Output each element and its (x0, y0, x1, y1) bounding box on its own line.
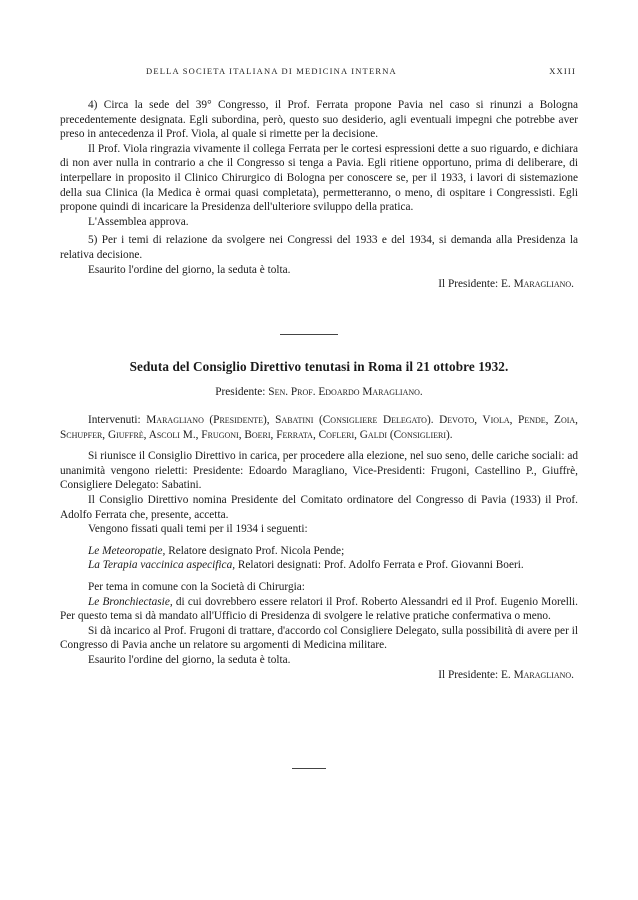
riunisce-paragraph: Si riunisce il Consiglio Direttivo in carica, per procedere alla elezione, nel suo seno, delle cariche sociali: ad unanimità vengono rieletti: Presidente: Edoardo Maragliano, Vice-Presidenti: Frugoni, Castellino P., Giuffrè, Consigliere Delegato: Sabatini. (60, 450, 578, 492)
signature-2 (60, 668, 578, 683)
intervenuti-label: Intervenuti: (88, 414, 141, 426)
incarico-paragraph: Si dà incarico al Prof. Frugoni di trattare, d'accordo col Consigliere Delegato, sulla possibilità di avere per il Congresso di Pavia anche un relatore su argomenti di Medicina militare. (60, 624, 578, 652)
assembly-minutes-continuation (60, 98, 578, 292)
signature-name-2: E. Maragliano. (501, 668, 574, 681)
nomina-paragraph: Il Consiglio Direttivo nomina Presidente del Comitato ordinatore del Congresso di Pavia (1933) il Prof. Adolfo Ferrata che, presente, accetta. (60, 493, 578, 521)
council-minutes (60, 413, 578, 682)
assembly-approves: L'Assemblea approva. (88, 215, 189, 228)
intervenuti-paragraph (60, 413, 578, 442)
tema-2 (60, 558, 578, 573)
tema-3 (60, 595, 578, 624)
presidente-name: Sen. Prof. Edoardo Maragliano. (268, 386, 423, 398)
signature-label-2: Il Presidente: (438, 668, 499, 681)
tema-3-rest: di cui dovrebbero essere relatori il Prof. Roberto Alessandri ed il Prof. Eugenio Morelli. Per questo tema si dà mandato all'Ufficio di Presidenza di svolgere le relative pratiche confermativa o meno. (60, 595, 578, 623)
running-head-title: DELLA SOCIETA ITALIANA DI MEDICINA INTERNA (146, 66, 397, 76)
signature-name: E. Maragliano. (501, 278, 574, 291)
tema-3-title: Le Bronchiectasie, (88, 595, 173, 608)
end-divider (292, 768, 326, 769)
item-5-paragraph: 5) Per i temi di relazione da svolgere nei Congressi del 1933 e del 1934, si demanda alla Presidenza la relativa decisione. (60, 234, 578, 261)
section-heading: Seduta del Consiglio Direttivo tenutasi in Roma il 21 ottobre 1932. (129, 359, 509, 374)
presidente-label: Presidente: (215, 386, 266, 398)
intervenuti-list: Maragliano (Presidente), Sabatini (Consigliere Delegato). Devoto, Viola, Pende, Zoia, Schupfer, Giuffrè, Ascoli M., Frugoni, Boeri, Ferrata, Cofleri, Galdi (Consiglieri). (60, 414, 578, 441)
page-number: XXIII (549, 66, 576, 76)
presidente-line (60, 386, 578, 398)
item-4-paragraph: 4) Circa la sede del 39° Congresso, il Prof. Ferrata propone Pavia nel caso si rinunzi a Bologna precedentemente designata. Egli subordina, però, questo suo desiderio, agli eventuali impegni che potrebbe aver preso in antecedenza il Prof. Viola, al quale si rimette per la decisione. (60, 99, 578, 141)
closing-line: Esaurito l'ordine del giorno, la seduta è tolta. (88, 263, 291, 276)
closing-line-2: Esaurito l'ordine del giorno, la seduta è tolta. (88, 653, 291, 666)
tema-1 (60, 544, 578, 559)
tema-1-rest: Relatore designato Prof. Nicola Pende; (168, 544, 345, 557)
tema-2-title: La Terapia vaccinica aspecifica, (88, 559, 236, 572)
tema-1-title: Le Meteoropatie, (88, 544, 166, 557)
signature-label: Il Presidente: (438, 278, 499, 291)
temi-intro: Vengono fissati quali temi per il 1934 i seguenti: (88, 523, 308, 536)
viola-paragraph: Il Prof. Viola ringrazia vivamente il collega Ferrata per le cortesi espressioni dette a suo riguardo, e dichiara di non aver nulla in contrario a che il Congresso si tenga a Pavia. Egli ritiene opportuno, prima di deliberare, di interpellare in proposito il Clinico Chirurgico di Bologna per conoscere se, per il 1933, i lavori di sistemazione della sua Clinica (la Medica è ormai quasi completata), permetteranno, o meno, di ospitare i Congressisti. Egli propone quindi di incaricare la Presidenza dell'ulteriore sviluppo della pratica. (60, 142, 578, 214)
tema-2-rest: Relatori designati: Prof. Adolfo Ferrata e Prof. Giovanni Boeri. (237, 559, 524, 572)
section-divider (280, 334, 338, 335)
comune-paragraph: Per tema in comune con la Società di Chirurgia: (88, 580, 305, 593)
signature (60, 277, 578, 292)
